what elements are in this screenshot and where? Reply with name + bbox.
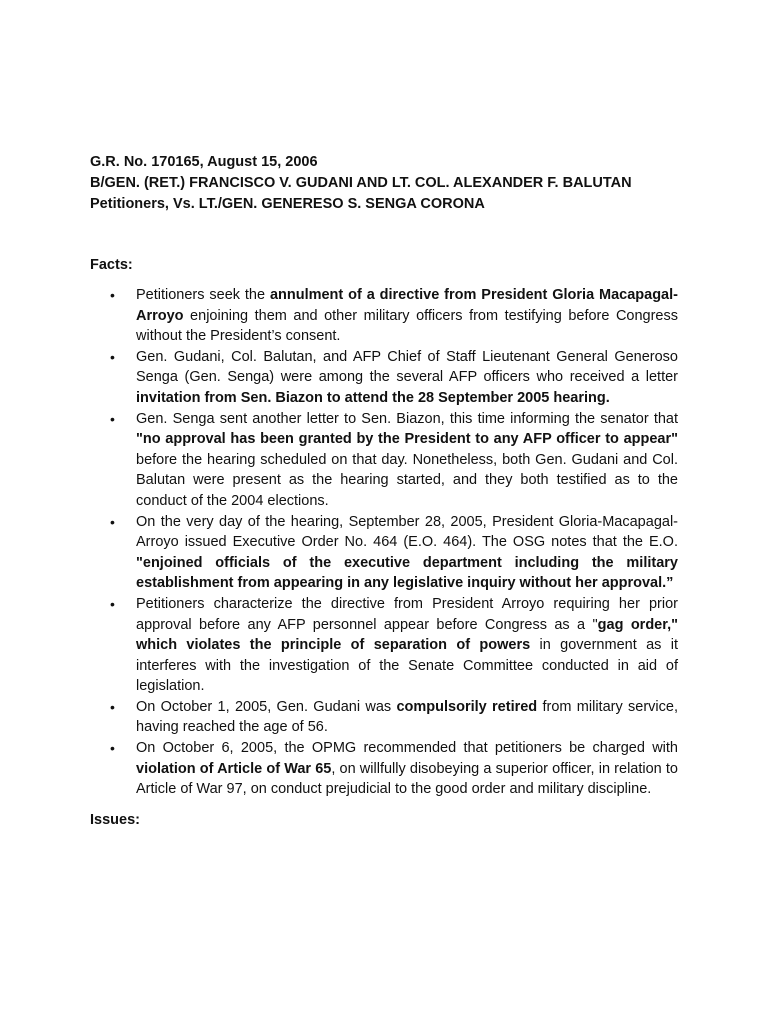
- bullet-icon: •: [110, 740, 115, 757]
- fact-emphasis: violation of Article of War 65: [136, 760, 332, 777]
- fact-text: Petitioners characterize the directive from President Arroyo requiring her prior approval before any AFP personnel appear before Congress as a ": [136, 595, 678, 633]
- fact-text: before the hearing scheduled on that day. Nonetheless, both Gen. Gudani and Col. Balutan were present as the hearing started, and they both testified as to the conduct of the 2004 elections.: [136, 451, 678, 509]
- fact-item: [90, 697, 678, 738]
- petitioners-names: B/GEN. (RET.) FRANCISCO V. GUDANI AND LT. COL. ALEXANDER F. BALUTAN: [90, 175, 632, 191]
- fact-item: [90, 512, 678, 594]
- fact-text: Gen. Gudani, Col. Balutan, and AFP Chief of Staff Lieutenant General Generoso Senga (Gen. Senga) were among the several AFP officers who received a letter: [136, 348, 678, 386]
- fact-item: [90, 347, 678, 409]
- fact-text: in government as it interferes with the investigation of the Senate Committee conducted in aid of legislation.: [136, 637, 678, 695]
- fact-item: [90, 285, 678, 347]
- fact-emphasis: gag order," which violates the principle of separation of powers: [136, 616, 678, 654]
- bullet-icon: •: [110, 348, 115, 365]
- fact-text: On October 1, 2005, Gen. Gudani was: [136, 698, 397, 715]
- bullet-icon: •: [110, 513, 115, 530]
- case-parties: Petitioners, Vs. LT./GEN. GENERESO S. SENGA CORONA: [90, 196, 485, 212]
- fact-text: On the very day of the hearing, September 28, 2005, President Gloria-Macapagal-Arroyo issued Executive Order No. 464 (E.O. 464). The OSG notes that the E.O.: [136, 513, 678, 551]
- fact-text: , on willfully disobeying a superior officer, in relation to Article of War 97, on conduct prejudicial to the good order and military discipline.: [136, 760, 678, 798]
- fact-emphasis: invitation from Sen. Biazon to attend the 28 September 2005 hearing.: [136, 389, 610, 406]
- fact-emphasis: annulment of a directive from President Gloria Macapagal-Arroyo: [136, 287, 678, 324]
- bullet-icon: •: [110, 410, 115, 427]
- bullet-icon: •: [110, 595, 115, 612]
- document-page: [90, 152, 678, 831]
- facts-heading: Facts:: [90, 257, 133, 273]
- fact-text: enjoining them and other military officers from testifying before Congress without the President’s consent.: [136, 307, 678, 345]
- fact-text: from military service, having reached the age of 56.: [136, 698, 678, 736]
- fact-emphasis: "enjoined officials of the executive department including the military establishment from appearing in any legislative inquiry without her approval.”: [136, 554, 678, 592]
- fact-emphasis: "no approval has been granted by the President to any AFP officer to appear": [136, 431, 678, 448]
- issues-heading: Issues:: [90, 811, 140, 828]
- bullet-icon: •: [110, 698, 115, 715]
- facts-list: [90, 285, 678, 800]
- fact-emphasis: compulsorily retired: [396, 698, 538, 715]
- case-number: G.R. No. 170165, August 15, 2006: [90, 154, 318, 170]
- fact-item: [90, 594, 678, 697]
- bullet-icon: •: [110, 287, 115, 303]
- fact-text: Gen. Senga sent another letter to Sen. Biazon, this time informing the senator that: [136, 410, 678, 427]
- fact-item: [90, 738, 678, 800]
- fact-text: On October 6, 2005, the OPMG recommended that petitioners be charged with: [136, 740, 678, 757]
- fact-item: [90, 409, 678, 512]
- fact-text: Petitioners seek the: [136, 287, 270, 303]
